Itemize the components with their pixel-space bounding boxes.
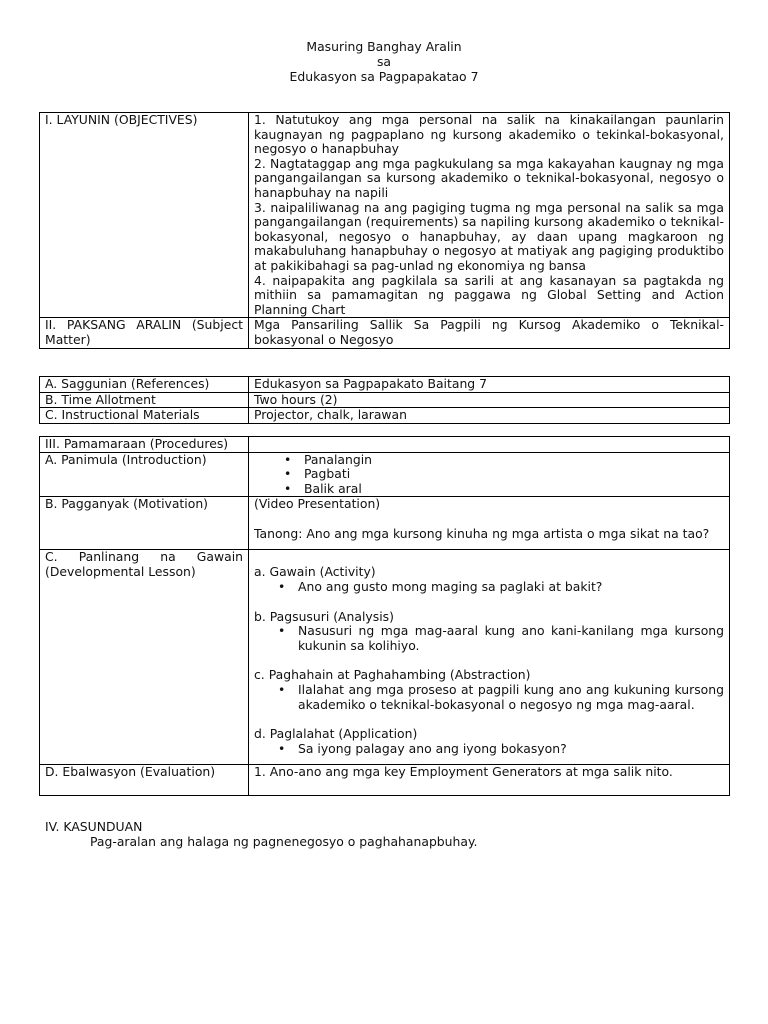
application-heading: d. Paglalahat (Application) — [254, 726, 418, 742]
objective-item: 2. Nagtataggap ang mga pagkukulang sa mga kakayahan kaugnay ng mga pangangailangan sa kursong akademiko o teknikal-bokasyonal, negosyo o hanapbuhay na napili — [254, 155, 724, 200]
evaluation-content: 1. Ano-ano ang mga key Employment Generators at mga salik nito. — [249, 765, 730, 796]
list-item: • Ilalahat ang mga proseso at pagpili kung ano ang kukuning kursong akademiko o teknikal-bokasyonal o negosyo ng mga mag-aaral. — [298, 683, 724, 712]
objective-item: 4. naipapakita ang pagkilala sa sarili at ang kasanayan sa pagtakda ng mithiin sa pamamagitan ng paggawa ng Global Setting and Action Planning Chart — [254, 272, 724, 317]
evaluation-label: D. Ebalwasyon (Evaluation) — [40, 765, 249, 796]
header-subject: Edukasyon sa Pagpapakatao 7 — [289, 69, 479, 84]
header-connector: sa — [376, 54, 392, 69]
introduction-label: A. Panimula (Introduction) — [40, 452, 249, 497]
list-item: • Pagbati — [304, 467, 724, 482]
table-row — [40, 550, 730, 765]
references-label: A. Saggunian (References) — [40, 377, 249, 393]
objective-item: 1. Natutukoy ang mga personal na salik na kinakailangan paunlarin kaugnayan ng pagpaplano ng kursong akademiko o tekinkal-bokasyonal, negosyo o hanapbuhay — [254, 112, 724, 157]
list-item: • Nasusuri ng mga mag-aaral kung ano kani-kanilang mga kursong kukunin sa kolihiyo. — [298, 624, 724, 653]
list-item: • Balik aral — [304, 482, 724, 497]
activity-heading: a. Gawain (Activity) — [254, 564, 376, 580]
header-title: Masuring Banghay Aralin — [306, 39, 462, 54]
introduction-content — [249, 452, 730, 497]
subject-matter-label: II. PAKSANG ARALIN (Subject Matter) — [40, 318, 249, 348]
table-row — [40, 113, 730, 318]
kasunduan-heading: IV. KASUNDUAN — [45, 819, 143, 834]
list-item: • Ano ang gusto mong maging sa paglaki at bakit? — [298, 580, 724, 595]
motivation-content — [249, 497, 730, 550]
time-allotment-value: Two hours (2) — [249, 392, 730, 408]
objectives-list — [249, 113, 730, 318]
table-row — [40, 318, 730, 348]
motivation-line: (Video Presentation) — [254, 496, 381, 512]
references-table — [39, 376, 730, 424]
table-row — [40, 452, 730, 497]
developmental-lesson-content — [249, 550, 730, 765]
materials-label: C. Instructional Materials — [40, 408, 249, 424]
time-allotment-label: B. Time Allotment — [40, 392, 249, 408]
materials-value: Projector, chalk, larawan — [249, 408, 730, 424]
abstraction-heading: c. Paghahain at Paghahambing (Abstraction) — [254, 667, 531, 683]
motivation-label: B. Pagganyak (Motivation) — [40, 497, 249, 550]
list-item: • Sa iyong palagay ano ang iyong bokasyon? — [298, 742, 724, 757]
table-row — [40, 377, 730, 393]
list-item: • Panalangin — [304, 453, 724, 468]
subject-matter-value: Mga Pansariling Sallik Sa Pagpili ng Kursog Akademiko o Teknikal-bokasyonal o Negosyo — [249, 318, 730, 348]
table-row — [40, 408, 730, 424]
table-row — [40, 437, 730, 453]
objectives-label: I. LAYUNIN (OBJECTIVES) — [40, 113, 249, 318]
analysis-heading: b. Pagsusuri (Analysis) — [254, 608, 394, 624]
objective-item: 3. naipaliliwanag na ang pagiging tugma ng mga personal na salik sa mga pangangailangan (requirements) sa napiling kursong akademiko o teknikal-bokasyonal, negosyo o hanapbuhay, ay daan upang magkaroon ng makabuluhang hanapbuhay o negosyo at matiyak ang pagiging produktibo at pakikibahagi sa pag-unlad ng ekonomiya ng bansa — [254, 199, 724, 273]
developmental-lesson-label: C. Panlinang na Gawain (Developmental Lesson) — [40, 550, 249, 765]
procedures-label: III. Pamamaraan (Procedures) — [40, 437, 249, 453]
objectives-table — [39, 112, 730, 349]
references-value: Edukasyon sa Pagpapakato Baitang 7 — [249, 377, 730, 393]
procedures-table — [39, 436, 730, 796]
kasunduan-text: Pag-aralan ang halaga ng pagnenegosyo o paghahanapbuhay. — [90, 834, 478, 849]
table-row — [40, 497, 730, 550]
table-row — [40, 765, 730, 796]
table-row — [40, 392, 730, 408]
motivation-question: Tanong: Ano ang mga kursong kinuha ng mga artista o mga sikat na tao? — [254, 525, 710, 541]
